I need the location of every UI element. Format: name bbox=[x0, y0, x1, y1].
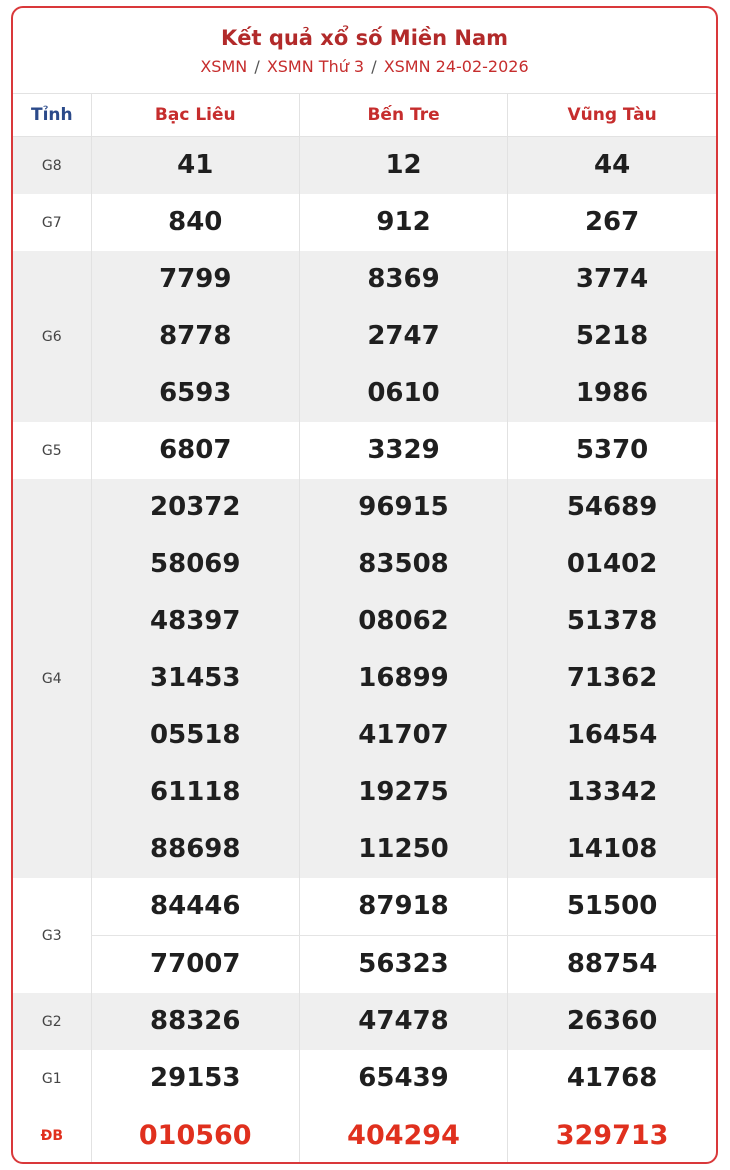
prize-cell bbox=[508, 251, 716, 422]
prize-number: 13342 bbox=[566, 777, 658, 807]
prize-cell bbox=[299, 1050, 507, 1107]
results-header bbox=[13, 8, 716, 94]
prize-cell bbox=[91, 993, 299, 1050]
prize-cell bbox=[508, 1107, 716, 1164]
prize-number: 7799 bbox=[159, 264, 232, 294]
prize-cell bbox=[299, 422, 507, 479]
prize-number: 6807 bbox=[159, 435, 232, 465]
prize-cell bbox=[508, 936, 716, 994]
breadcrumb bbox=[13, 57, 716, 77]
prize-row-g3-second bbox=[13, 936, 716, 994]
prize-number: 2747 bbox=[367, 321, 440, 351]
prize-number: 14108 bbox=[566, 834, 658, 864]
prize-cell bbox=[299, 479, 507, 878]
prize-number: 404294 bbox=[347, 1120, 460, 1151]
prize-number: 5370 bbox=[575, 435, 649, 465]
prize-label: G3 bbox=[41, 927, 62, 944]
prize-label: G6 bbox=[13, 251, 91, 422]
prize-number: 16899 bbox=[358, 663, 449, 693]
prize-row-g7 bbox=[13, 194, 716, 251]
prize-row-g8 bbox=[13, 137, 716, 195]
prize-number: 41768 bbox=[566, 1063, 658, 1093]
prize-cell bbox=[508, 878, 716, 936]
prize-number: 840 bbox=[168, 207, 223, 237]
prize-number: 12 bbox=[385, 150, 422, 180]
prize-cell bbox=[299, 936, 507, 994]
prize-number: 267 bbox=[584, 207, 640, 237]
column-header-vung-tau[interactable]: Vũng Tàu bbox=[508, 94, 716, 137]
prize-cell bbox=[508, 137, 716, 195]
prize-cell bbox=[91, 479, 299, 878]
prize-number: 3329 bbox=[367, 435, 440, 465]
breadcrumb-separator: / bbox=[254, 57, 260, 76]
prize-cell bbox=[508, 479, 716, 878]
prize-number: 44 bbox=[593, 150, 631, 180]
prize-label: G7 bbox=[41, 214, 62, 231]
prize-row-g6 bbox=[13, 251, 716, 422]
prize-row-special bbox=[13, 1107, 716, 1164]
prize-number: 48397 bbox=[150, 606, 241, 636]
prize-cell bbox=[299, 194, 507, 251]
prize-number: 65439 bbox=[358, 1063, 449, 1093]
prize-cell bbox=[508, 1050, 716, 1107]
prize-number: 58069 bbox=[150, 549, 241, 579]
prize-number: 5218 bbox=[575, 321, 649, 351]
breadcrumb-link-xsmn-thu3[interactable]: XSMN Thứ 3 bbox=[266, 57, 365, 76]
column-header-ben-tre[interactable]: Bến Tre bbox=[299, 94, 507, 137]
prize-number: 20372 bbox=[150, 492, 241, 522]
prize-number: 31453 bbox=[150, 663, 241, 693]
breadcrumb-link-xsmn-date[interactable]: XSMN 24-02-2026 bbox=[383, 57, 529, 76]
prize-number: 41 bbox=[177, 150, 214, 180]
prize-number: 87918 bbox=[358, 891, 449, 921]
prize-number: 010560 bbox=[138, 1120, 252, 1151]
page-title: Kết quả xổ số Miền Nam bbox=[220, 26, 509, 50]
prize-number: 83508 bbox=[358, 549, 449, 579]
prize-number: 77007 bbox=[150, 949, 241, 979]
prize-number: 01402 bbox=[566, 549, 658, 579]
prize-number: 47478 bbox=[358, 1006, 449, 1036]
prize-number: 54689 bbox=[566, 492, 658, 522]
prize-number: 11250 bbox=[358, 834, 449, 864]
results-table bbox=[13, 94, 716, 1164]
prize-number: 0610 bbox=[367, 378, 440, 408]
prize-cell bbox=[299, 1107, 507, 1164]
prize-number: 19275 bbox=[358, 777, 449, 807]
prize-number: 88326 bbox=[150, 1006, 241, 1036]
prize-cell bbox=[91, 251, 299, 422]
prize-number: 26360 bbox=[566, 1006, 658, 1036]
prize-number: 05518 bbox=[150, 720, 241, 750]
prize-cell bbox=[91, 936, 299, 994]
prize-number: 51378 bbox=[566, 606, 658, 636]
prize-number: 329713 bbox=[555, 1120, 669, 1151]
prize-cell bbox=[299, 137, 507, 195]
prize-number: 1986 bbox=[575, 378, 649, 408]
prize-cell bbox=[508, 194, 716, 251]
prize-row-g2 bbox=[13, 993, 716, 1050]
prize-label: G8 bbox=[13, 137, 91, 195]
prize-cell bbox=[299, 878, 507, 936]
prize-number: 3774 bbox=[575, 264, 649, 294]
prize-label: G5 bbox=[41, 442, 62, 459]
prize-number: 96915 bbox=[358, 492, 449, 522]
breadcrumb-link-xsmn[interactable]: XSMN bbox=[200, 57, 248, 76]
prize-cell bbox=[91, 194, 299, 251]
column-header-province: Tỉnh bbox=[13, 94, 91, 137]
prize-number: 08062 bbox=[358, 606, 449, 636]
prize-number: 912 bbox=[376, 207, 431, 237]
prize-number: 88698 bbox=[150, 834, 241, 864]
table-header-row bbox=[13, 94, 716, 137]
prize-number: 71362 bbox=[566, 663, 658, 693]
prize-row-g5 bbox=[13, 422, 716, 479]
prize-number: 16454 bbox=[566, 720, 658, 750]
prize-number: 29153 bbox=[150, 1063, 241, 1093]
prize-row-g1 bbox=[13, 1050, 716, 1107]
prize-number: 56323 bbox=[358, 949, 449, 979]
prize-number: 41707 bbox=[358, 720, 449, 750]
prize-number: 61118 bbox=[150, 777, 241, 807]
prize-label: G1 bbox=[41, 1070, 62, 1087]
column-header-bac-lieu[interactable]: Bạc Liêu bbox=[91, 94, 299, 137]
prize-row-g4 bbox=[13, 479, 716, 878]
prize-number: 8778 bbox=[159, 321, 232, 351]
prize-cell bbox=[299, 993, 507, 1050]
prize-number: 6593 bbox=[159, 378, 232, 408]
prize-number: 8369 bbox=[367, 264, 440, 294]
prize-row-g3-first bbox=[13, 878, 716, 936]
prize-number: 51500 bbox=[566, 891, 658, 921]
prize-cell bbox=[91, 878, 299, 936]
breadcrumb-separator: / bbox=[371, 57, 377, 76]
results-card bbox=[11, 6, 718, 1164]
prize-cell bbox=[91, 1107, 299, 1164]
prize-number: 84446 bbox=[150, 891, 241, 921]
prize-label: G4 bbox=[13, 479, 91, 878]
prize-number: 88754 bbox=[566, 949, 658, 979]
prize-cell bbox=[91, 137, 299, 195]
prize-cell bbox=[91, 422, 299, 479]
prize-cell bbox=[299, 251, 507, 422]
prize-cell bbox=[91, 1050, 299, 1107]
prize-cell bbox=[508, 422, 716, 479]
prize-cell bbox=[508, 993, 716, 1050]
prize-label: G2 bbox=[13, 993, 91, 1050]
prize-label: ĐB bbox=[40, 1127, 63, 1144]
